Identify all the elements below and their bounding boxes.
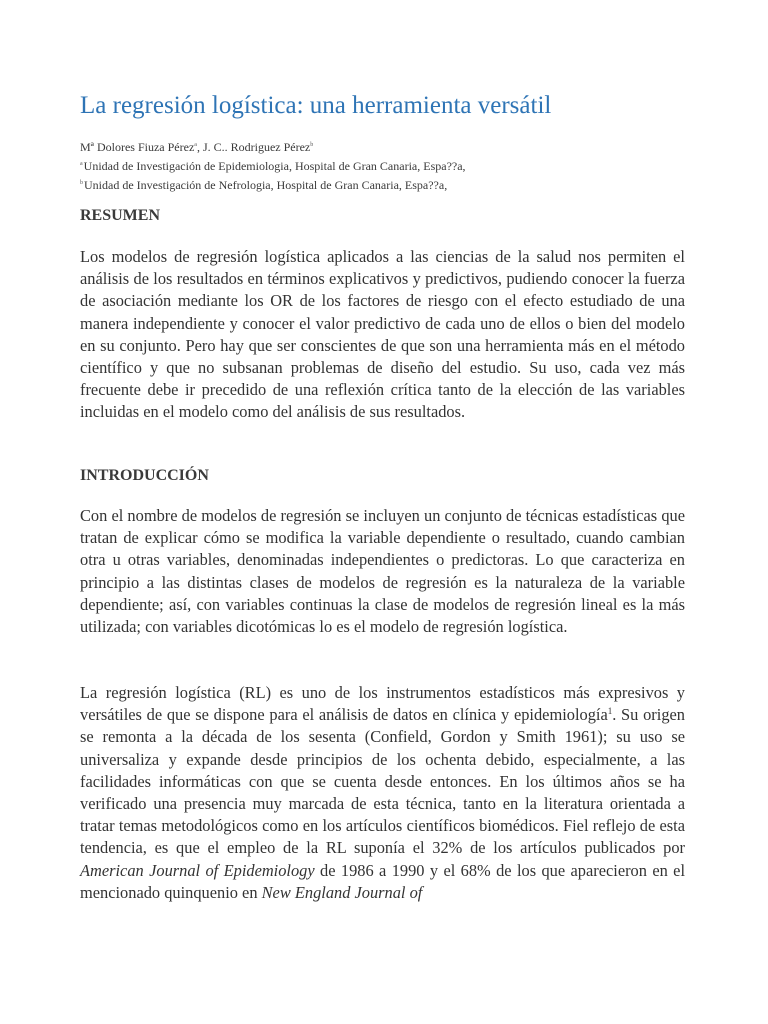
affiliation-text: Unidad de Investigación de Nefrologia, Hospital de Gran Canaria, Espa??a, — [84, 178, 448, 192]
author-1-mark: a — [194, 142, 197, 148]
author-2-mark: b — [310, 142, 314, 148]
section-heading-introduccion: INTRODUCCIÓN — [80, 467, 209, 484]
affiliation-a — [80, 155, 466, 174]
introduccion-paragraph-1: Con el nombre de modelos de regresión se incluyen un conjunto de técnicas estadísticas que tratan de explicar cómo se modifica la variable dependiente o resultado, cuando cambian otra u otras variables, denominadas independientes o predictoras. Lo que caracteriza en principio a las distintas clases de modelos de regresión es la naturaleza de la variable dependiente; así, con variables continuas la clase de modelos de regresión lineal es la más utilizada; con variables dicotómicas lo es el modelo de regresión logística. — [80, 506, 685, 637]
section-heading-resumen: RESUMEN — [80, 207, 161, 224]
paragraph-text: . Su origen se remonta a la década de los sesenta (Confield, Gordon y Smith 1961); su uso se universaliza y expande desde principios de los ochenta debido, especialmente, a las facilidades informáticas con que se cuenta desde entonces. En los últimos años se ha verificado una presencia muy marcada de esta técnica, tanto en la literatura orientada a tratar temas metodológicos como en los artículos científicos biomédicos. Fiel reflejo de esta tendencia, es que el empleo de la RL suponía el 32% de los artículos publicados por — [80, 705, 685, 858]
paragraph-text: La regresión logística (RL) es uno de los instrumentos estadísticos más expresivos y versátiles de que se dispone para el análisis de datos en clínica y epidemiología — [80, 683, 685, 725]
journal-name: New England Journal of — [261, 882, 423, 902]
author-1: Mª Dolores Fiuza Pérez — [80, 140, 195, 154]
affiliation-b — [80, 174, 466, 193]
affiliation-mark: b — [80, 180, 83, 186]
paragraph-text: de 1986 a 1990 y el 68% de los que aparecieron en el mencionado quinquenio en — [80, 860, 686, 902]
affiliation-text: Unidad de Investigación de Epidemiologia, Hospital de Gran Canaria, Espa??a, — [83, 159, 466, 173]
author-separator: , — [196, 140, 203, 154]
journal-name: American Journal of Epidemiology — [80, 860, 315, 880]
author-line — [80, 136, 466, 155]
author-block — [80, 136, 466, 193]
resumen-paragraph: Los modelos de regresión logística aplicados a las ciencias de la salud nos permiten el análisis de los resultados en términos explicativos y predictivos, pudiendo conocer la fuerza de asociación mediante los OR de los factores de riesgo con el efecto estudiado de una manera independiente y conocer el valor predictivo de cada uno de ellos o bien del modelo en su conjunto. Pero hay que ser conscientes de que son una herramienta más en el método científico y que no subsanan problemas de diseño del estudio. Su uso, cada vez más frecuente debe ir precedido de una reflexión crítica tanto de la elección de las variables incluidas en el modelo como del análisis de sus resultados. — [80, 247, 685, 422]
article-title: La regresión logística: una herramienta versátil — [80, 92, 552, 119]
reference-number: 1 — [607, 706, 613, 717]
affiliation-mark: a — [80, 161, 83, 167]
introduccion-paragraph-2 — [80, 682, 685, 904]
author-2: J. C.. Rodriguez Pérez — [202, 140, 311, 154]
